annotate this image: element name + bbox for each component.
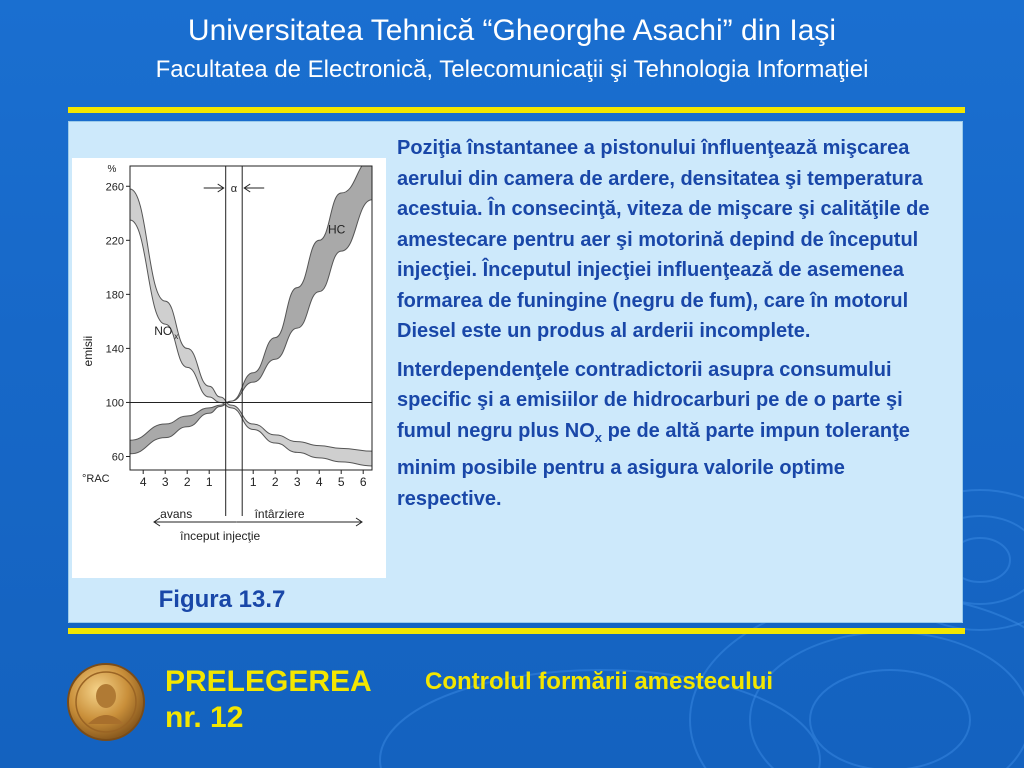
y-tick-label: 260	[105, 181, 124, 194]
paragraph-1: Poziţia înstantanee a pistonului înfluenţează mişcarea aerului din camera de ardere, densitatea şi temperatura acestuia. În consecinţă, viteza de mişcare şi calităţile de amestecare pentru aer şi motorină depind de începutul injecţiei. Începutul injecţiei influenţează de asemenea formarea de funingine (negru de fum), care în motorul Diesel este un produs al arderii incomplete.	[397, 137, 930, 342]
alpha-arrow-left	[204, 184, 224, 192]
delay-label: întârziere	[254, 507, 305, 521]
paragraph-2-part-2: pe de altă parte impun toleranţe minim posibile pentru a asigura valorile optime respective.	[397, 419, 910, 510]
bottom-divider	[68, 628, 965, 634]
series-label-nox: NO	[154, 323, 173, 338]
lecture-block	[165, 664, 372, 736]
y-tick-label: 220	[105, 235, 124, 248]
x-unit: °RAC	[82, 473, 110, 485]
emissions-figure	[72, 158, 386, 578]
university-title: Universitatea Tehnică “Gheorghe Asachi” din Iaşi	[187, 14, 837, 47]
alpha-label: α	[230, 183, 238, 195]
top-divider	[68, 107, 965, 113]
paragraph-2	[397, 355, 953, 515]
y-unit: %	[107, 164, 117, 175]
y-tick-label: 60	[111, 451, 124, 464]
lecture-number: nr. 12	[165, 701, 244, 734]
y-tick-label: 140	[105, 343, 124, 356]
x-tick-label: 2	[271, 475, 279, 489]
university-medal-logo	[66, 662, 146, 742]
y-axis-label: emisii	[81, 335, 95, 367]
lecture-label: PRELEGEREA	[165, 665, 372, 698]
paragraph-2-subscript: x	[594, 429, 603, 445]
lecture-topic: Controlul formării amestecului	[425, 668, 774, 695]
series-label-nox-sub: x	[174, 331, 179, 341]
x-tick-label: 1	[205, 475, 213, 489]
x-tick-label: 5	[337, 475, 345, 489]
x-tick-label: 6	[359, 475, 367, 489]
x-tick-label: 4	[139, 475, 147, 489]
body-text	[397, 133, 953, 522]
y-tick-label: 180	[105, 289, 124, 302]
alpha-arrow-right	[244, 184, 264, 192]
faculty-subtitle: Facultatea de Electronică, Telecomunicaţii şi Tehnologia Informaţiei	[155, 56, 869, 83]
paragraph-2-part-1: Interdependenţele contradictorii asupra consumului specific şi a emisiilor de hidrocarburi pe de o parte şi fumul negru plus NO	[397, 358, 903, 442]
figure-caption: Figura 13.7	[158, 586, 286, 613]
injection-start-label: început injecţie	[180, 529, 261, 543]
x-tick-label: 2	[183, 475, 191, 489]
x-tick-label: 3	[161, 475, 169, 489]
series-label-hc: HC	[328, 222, 346, 237]
x-tick-label: 4	[315, 475, 323, 489]
y-tick-label: 100	[105, 397, 124, 410]
advance-label: avans	[160, 507, 193, 521]
x-tick-label: 1	[249, 475, 257, 489]
emissions-chart	[72, 158, 386, 578]
x-tick-label: 3	[293, 475, 301, 489]
